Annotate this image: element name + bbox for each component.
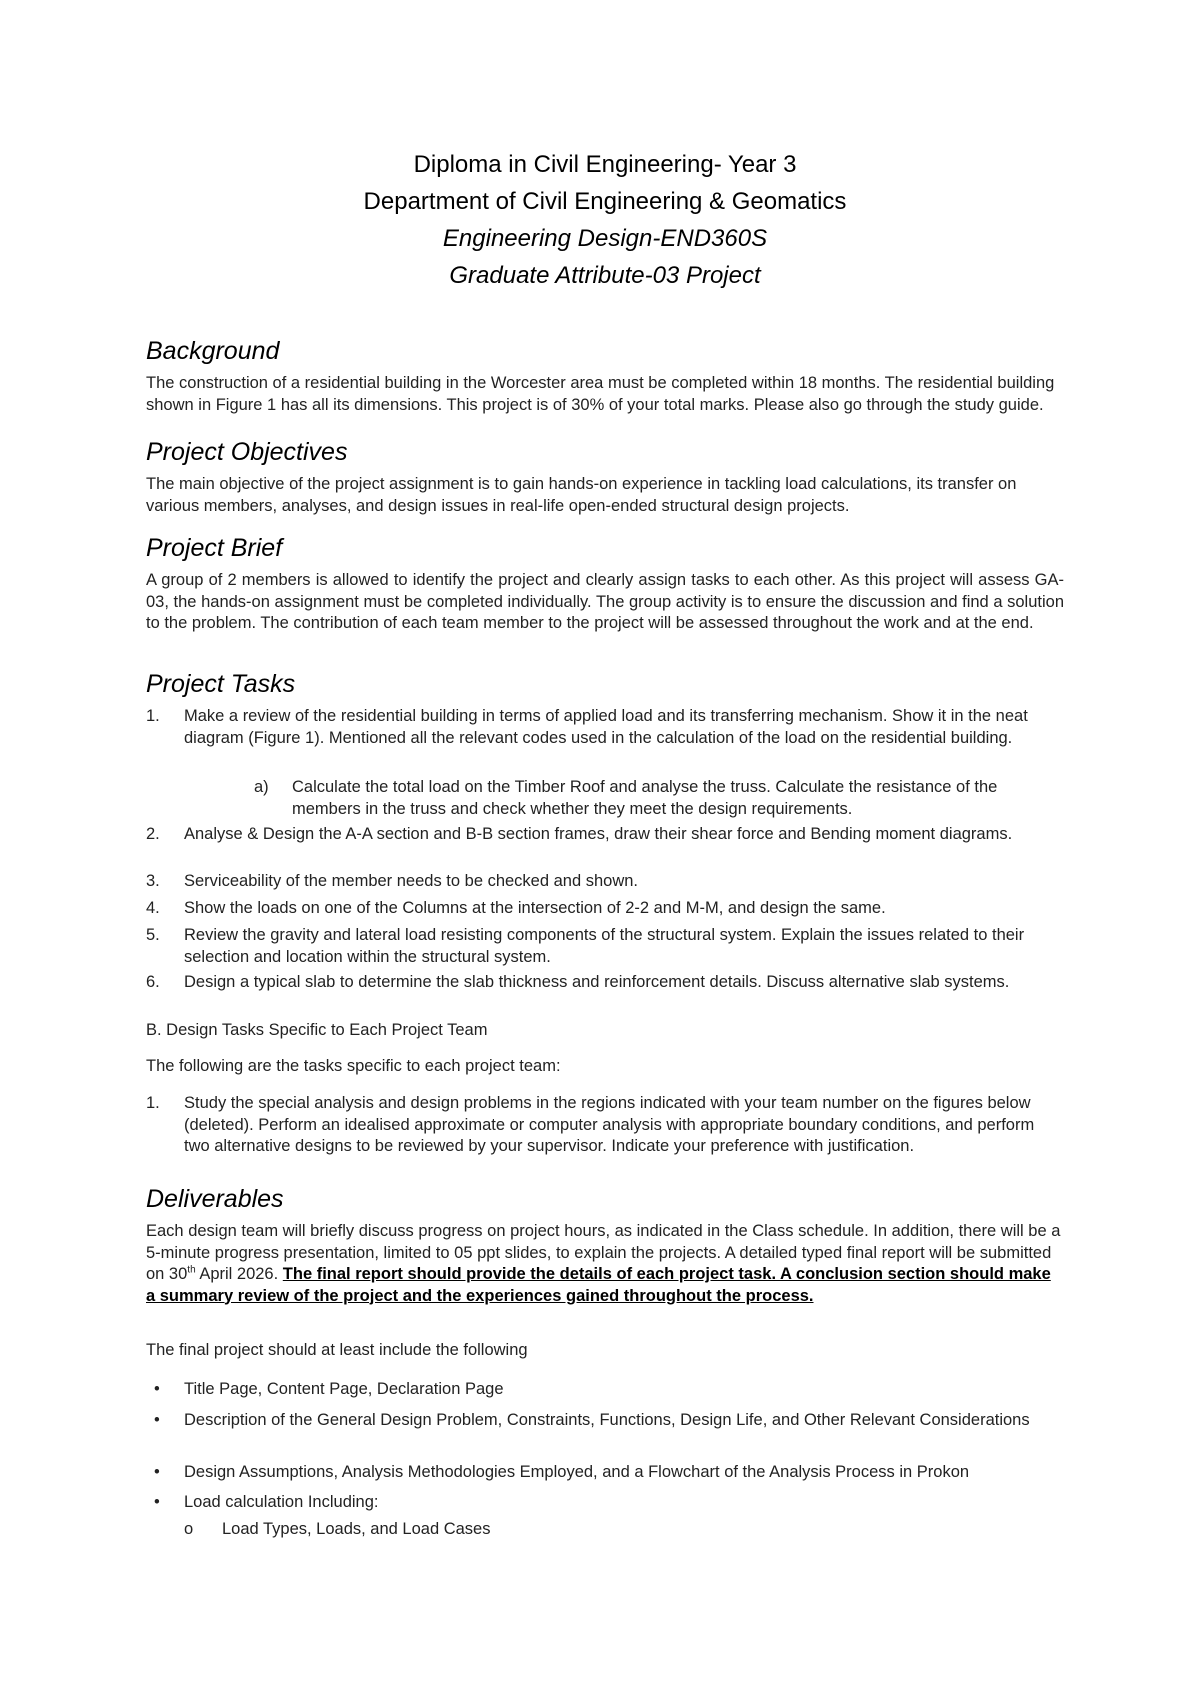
title-course: Engineering Design-END360S	[442, 225, 768, 252]
task-item: 4. Show the loads on one of the Columns at the intersection of 2-2 and M-M, and design the same.	[146, 899, 886, 917]
title-project: Graduate Attribute-03 Project	[449, 262, 761, 289]
objectives-text: The main objective of the project assignment is to gain hands-on experience in tackling load calculations, its transfer on various members, analyses, and design issues in real-life open-ended structural design projects.	[146, 475, 1017, 515]
bullet-icon: •	[154, 1493, 160, 1511]
deliverables-intro: The final project should at least include the following	[146, 1341, 528, 1359]
heading-brief: Project Brief	[146, 534, 283, 562]
design-task-item: 1. Study the special analysis and design problems in the regions indicated with your team number on the figures below (deleted). Perform an idealised approximate or computer analysis with appropriate boundary conditions, and perform two alternative designs to be reviewed by your supervisor. Indicate your preference with justification.	[146, 1094, 1035, 1155]
design-tasks-intro: The following are the tasks specific to each project team:	[146, 1057, 561, 1075]
heading-tasks: Project Tasks	[146, 670, 296, 698]
task-item: 1. Make a review of the residential building in terms of applied load and its transferring mechanism. Show it in the neat diagram (Figure 1). Mentioned all the relevant codes used in the calculation of the load on the residential building.	[146, 707, 1028, 747]
deliverable-bullet: • Design Assumptions, Analysis Methodologies Employed, and a Flowchart of the Analysis Process in Prokon	[146, 1462, 1064, 1484]
heading-background: Background	[146, 337, 280, 365]
task-item: 2. Analyse & Design the A-A section and B-B section frames, draw their shear force and Bending moment diagrams.	[146, 825, 1013, 843]
circle-bullet-icon: o	[184, 1520, 194, 1538]
heading-objectives: Project Objectives	[146, 438, 348, 466]
task-item: 5. Review the gravity and lateral load resisting components of the structural system. Explain the issues related to their selection and location within the structural system.	[146, 926, 1025, 966]
deliverable-bullet: • Description of the General Design Problem, Constraints, Functions, Design Life, and Other Relevant Considerations	[146, 1410, 1064, 1432]
deliverable-bullet: • Load calculation Including:	[146, 1492, 1064, 1514]
heading-deliverables: Deliverables	[146, 1185, 284, 1213]
task-item: 3. Serviceability of the member needs to be checked and shown.	[146, 872, 639, 890]
deliverable-sub-bullet: o Load Types, Loads, and Load Cases	[184, 1519, 1064, 1541]
bullet-icon: •	[154, 1380, 160, 1398]
title-department: Department of Civil Engineering & Geomatics	[363, 188, 847, 215]
title-diploma: Diploma in Civil Engineering- Year 3	[413, 151, 797, 178]
task-item: 6. Design a typical slab to determine the slab thickness and reinforcement details. Discuss alternative slab systems.	[146, 973, 1010, 991]
deliverables-emphasis: The final report should provide the details of each project task. A conclusion section should make a summary review of the project and the experiences gained throughout the process.	[146, 1265, 1051, 1305]
background-text: The construction of a residential building in the Worcester area must be completed within 18 months. The residential building shown in Figure 1 has all its dimensions. This project is of 30% of your total marks. Please also go through the study guide.	[146, 374, 1055, 414]
bullet-icon: •	[154, 1411, 160, 1429]
design-tasks-heading: B. Design Tasks Specific to Each Project Team	[146, 1021, 488, 1039]
deliverables-text: Each design team will briefly discuss progress on project hours, as indicated in the Class schedule. In addition, there will be a 5-minute progress presentation, limited to 05 ppt slides, to explain the projects. A detailed typed final report will be submitted on 30th April 2026. The final report should provide the details of each project task. A conclusion section should make a summary review of the project and the experiences gained throughout the process.	[146, 1222, 1061, 1305]
brief-text: A group of 2 members is allowed to identify the project and clearly assign tasks to each other. As this project will assess GA-03, the hands-on assignment must be completed individually. The group activity is to ensure the discussion and find a solution to the problem. The contribution of each team member to the project will be assessed throughout the work and at the end.	[146, 571, 1064, 632]
deliverable-bullet: • Title Page, Content Page, Declaration Page	[146, 1379, 1064, 1401]
title-block	[146, 146, 1064, 294]
task-subitem-a: a) Calculate the total load on the Timber Roof and analyse the truss. Calculate the resistance of the members in the truss and check whether they meet the design requirements.	[254, 778, 998, 818]
bullet-icon: •	[154, 1463, 160, 1481]
